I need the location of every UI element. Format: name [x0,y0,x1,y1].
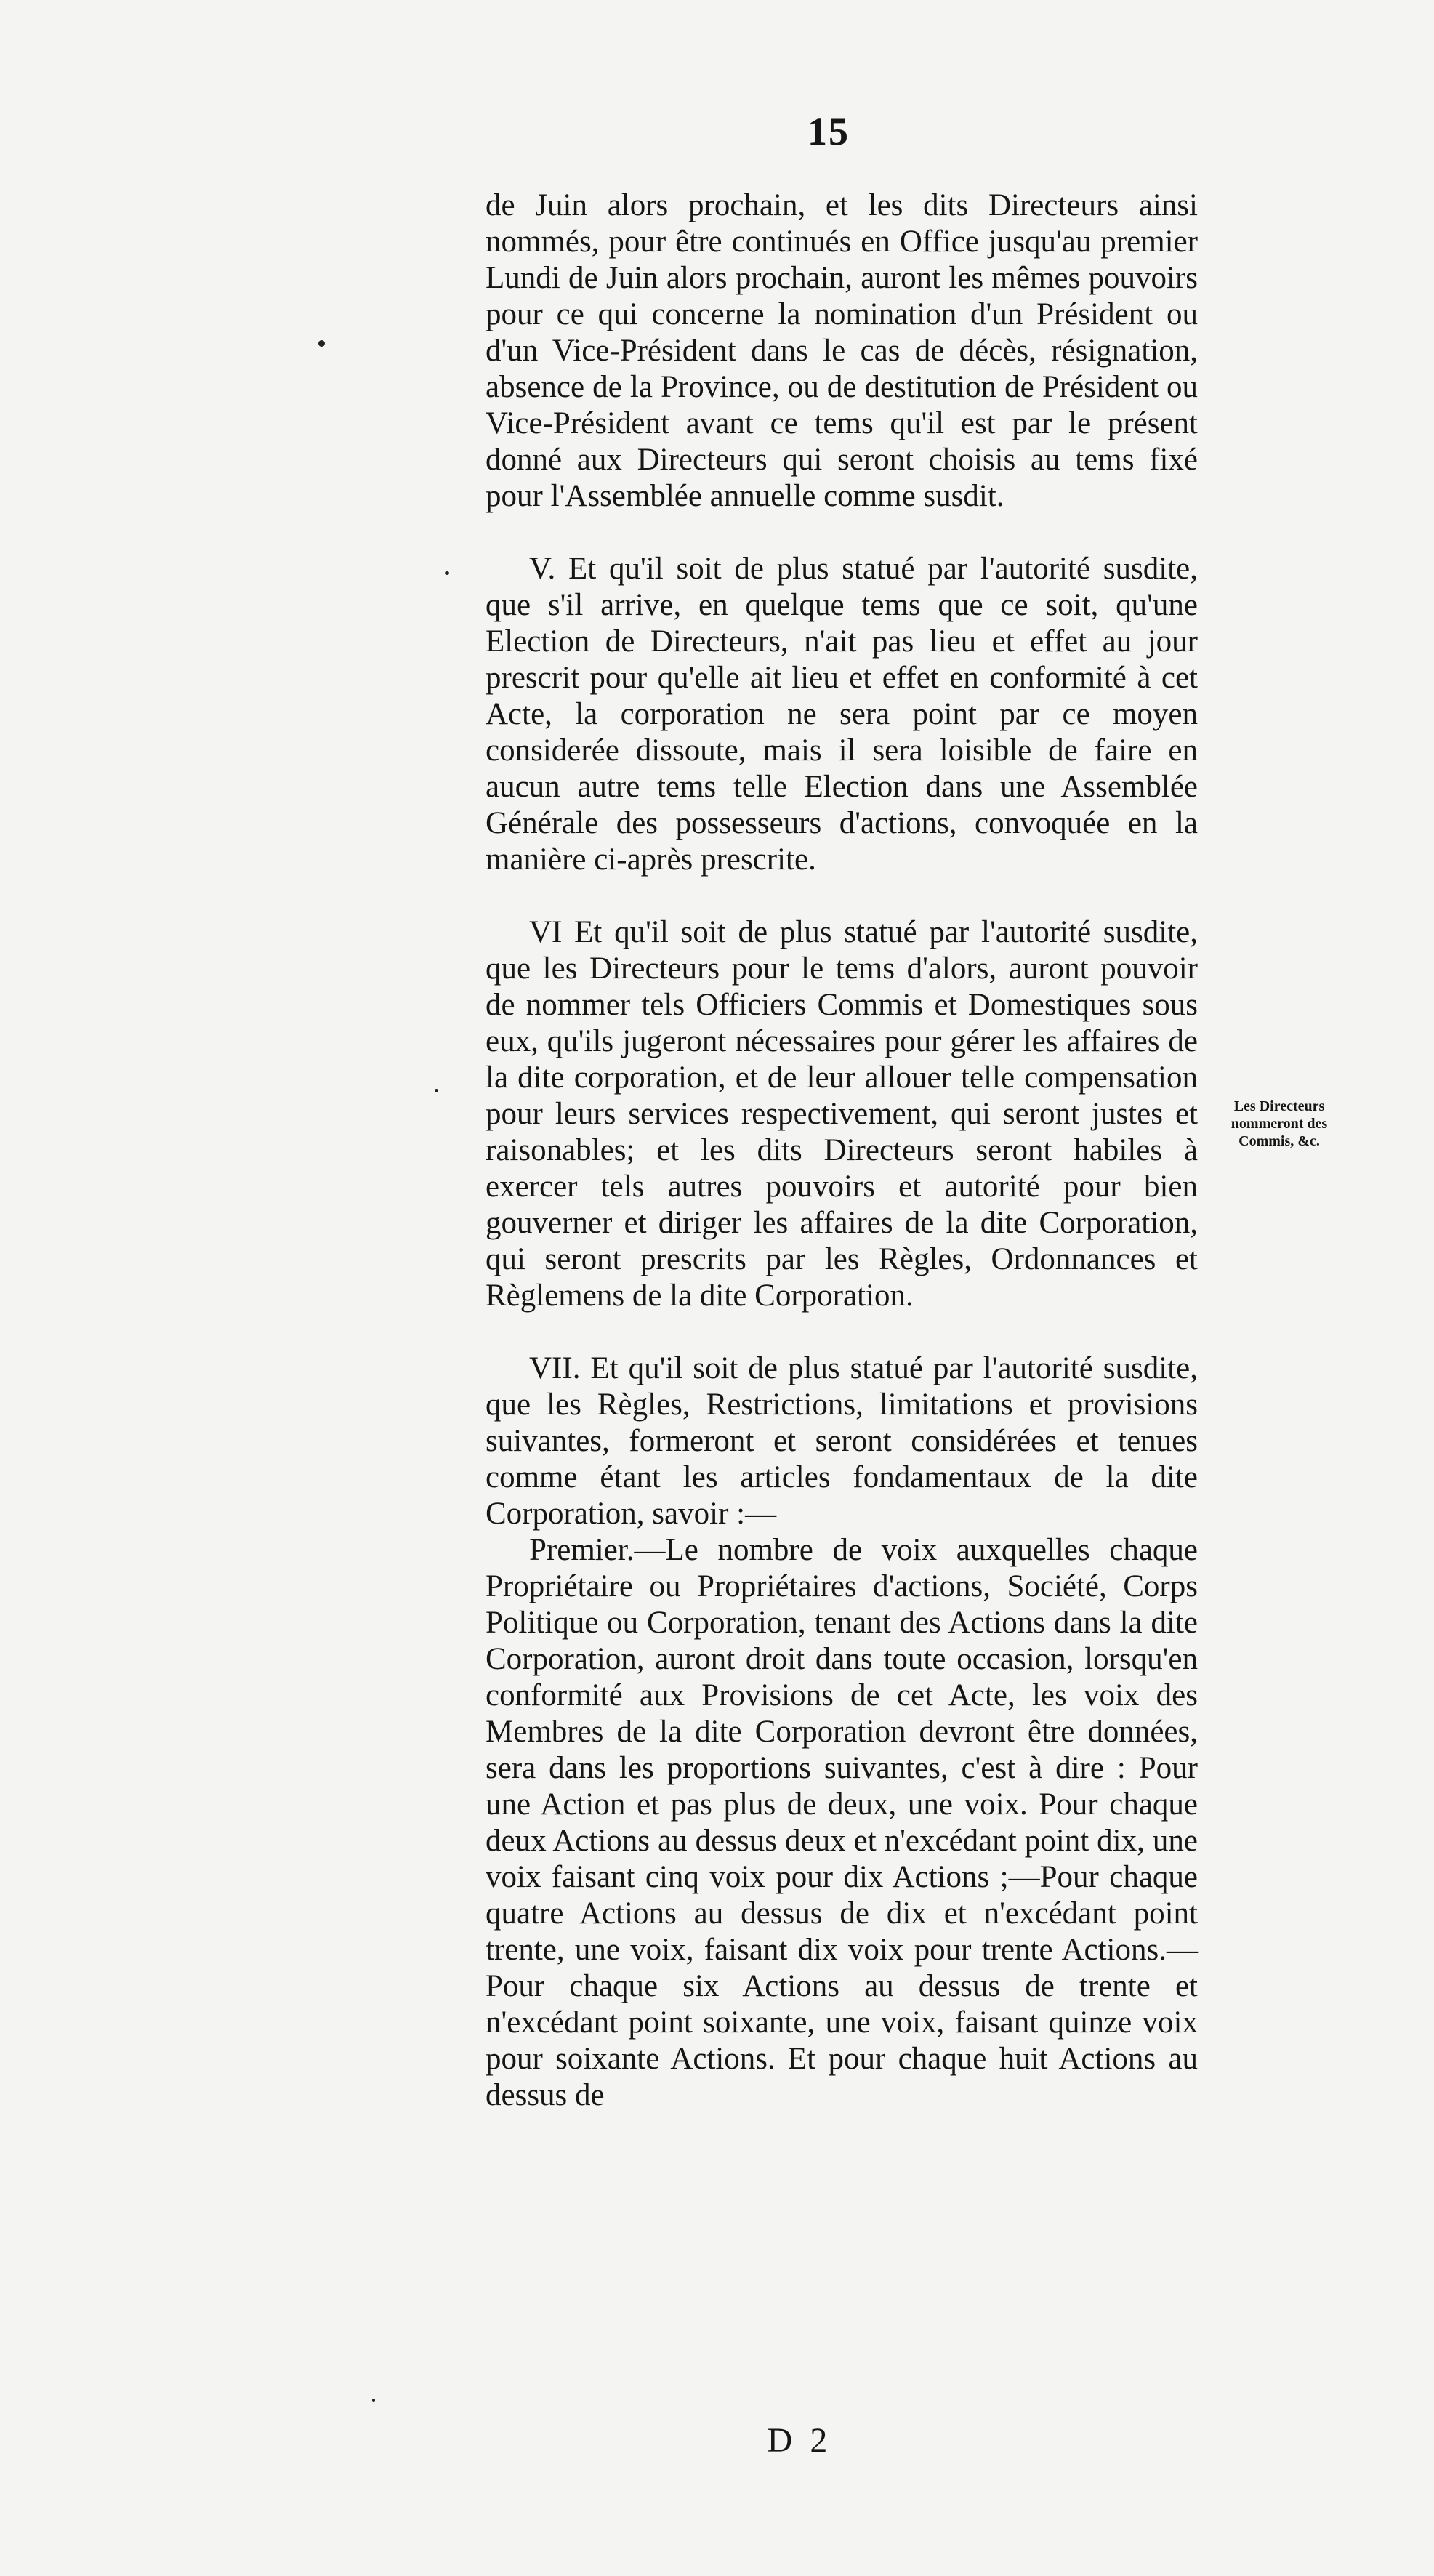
ink-speck [372,2399,375,2402]
ink-speck [435,1089,438,1092]
signature-mark: D 2 [767,2421,832,2460]
margin-note: Les Directeurs nommeront des Commis, &c. [1230,1098,1328,1149]
body-text [486,188,1198,2114]
page-number: 15 [807,110,850,153]
paragraph-premier: Premier.—Le nombre de voix auxquelles chaque Propriétaire ou Propriétaires d'actions, Société, Corps Politique ou Corporation, tenant des Actions dans la dite Corporation, auront droit dans toute occasion, lorsqu'en conformité aux Provisions de cet Acte, les voix des Membres de la dite Corporation devront être données, sera dans les proportions suivantes, c'est à dire : Pour une Action et pas plus de deux, une voix. Pour chaque deux Actions au dessus deux et n'excédant point dix, une voix faisant cinq voix pour dix Actions ;—Pour chaque quatre Actions au dessus de dix et n'excédant point trente, une voix, faisant dix voix pour trente Actions.—Pour chaque six Actions au dessus de trente et n'excédant point soixante, une voix, faisant quinze voix pour soixante Actions. Et pour chaque huit Actions au dessus de [486,1533,1198,2112]
paragraph-continuation: de Juin alors prochain, et les dits Directeurs ainsi nommés, pour être continués en Office jusqu'au premier Lundi de Juin alors prochain, auront les mêmes pouvoirs pour ce qui concerne la nomination d'un Président ou d'un Vice-Président dans le cas de décès, résignation, absence de la Province, ou de destitution de Président ou Vice-Président avant ce tems qu'il est par le présent donné aux Directeurs qui seront choisis au tems fixé pour l'Assemblée annuelle comme susdit. [486,188,1198,513]
ink-speck [318,340,325,347]
paragraph-section-vi: VI Et qu'il soit de plus statué par l'autorité susdite, que les Directeurs pour le tems d'alors, auront pouvoir de nommer tels Officiers Commis et Domestiques sous eux, qu'ils jugeront nécessaires pour gérer les affaires de la dite corporation, et de leur allouer telle compensation pour leurs services respectivement, qui seront justes et raisonables; et les dits Directeurs seront habiles à exercer tels autres pouvoirs et autorité pour bien gouverner et diriger les affaires de la dite Corporation, qui seront prescrits par les Règles, Ordonnances et Règlemens de la dite Corporation. [486,915,1198,1313]
paragraph-section-v: V. Et qu'il soit de plus statué par l'autorité susdite, que s'il arrive, en quelque tems que ce soit, qu'une Election de Directeurs, n'ait pas lieu et effet au jour prescrit pour qu'elle ait lieu et effet en conformité à cet Acte, la corporation ne sera point par ce moyen considerée dissoute, mais il sera loisible de faire en aucun autre tems telle Election dans une Assemblée Générale des possesseurs d'actions, convoquée en la manière ci-après prescrite. [486,552,1198,877]
paragraph-section-vii: VII. Et qu'il soit de plus statué par l'autorité susdite, que les Règles, Restrictions, limitations et provisions suivantes, formeront et seront considérées et tenues comme étant les articles fondamentaux de la dite Corporation, savoir :— [486,1351,1198,1531]
ink-speck [445,571,449,575]
